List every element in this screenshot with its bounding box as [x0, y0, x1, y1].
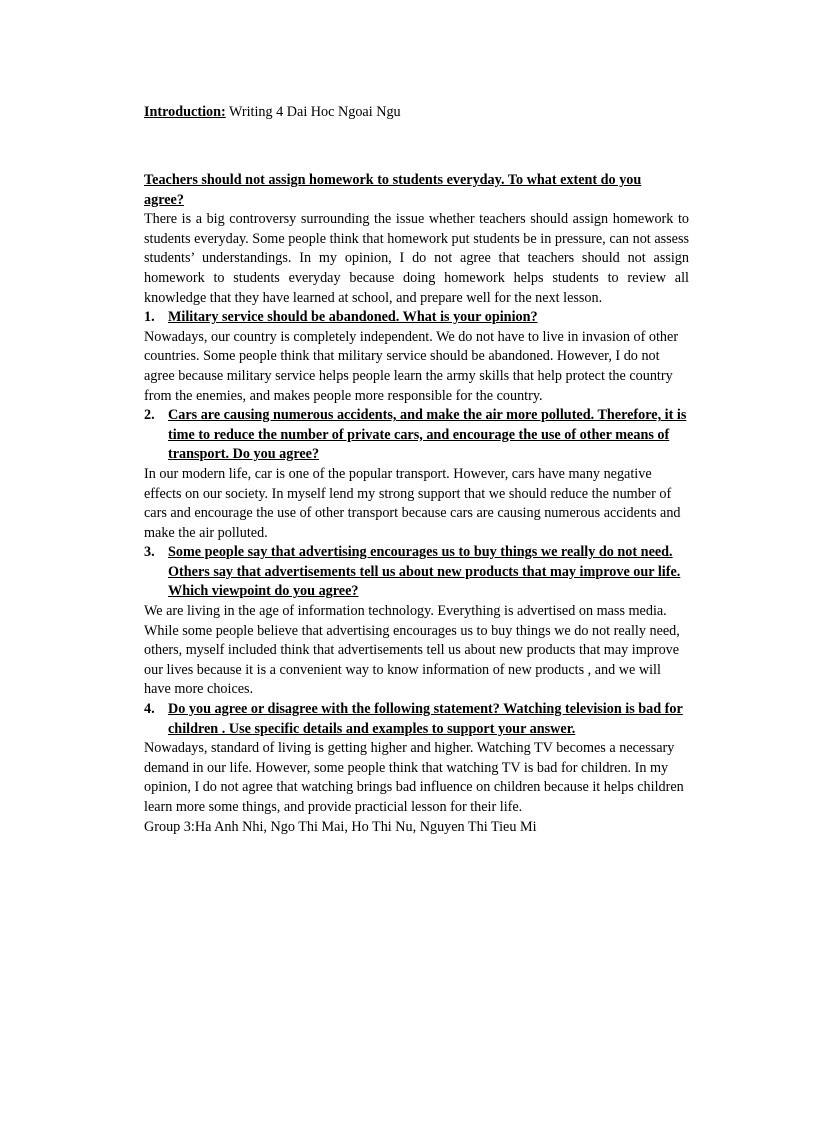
answer-3: We are living in the age of information technology. Everything is advertised on mass media. While some people believe that advertising encourages us to buy things we do not really need, others, myself included think that advertisements tell us about new products that may improve our lives because it is a convenient way to know information of new products , and we will have more choices. [144, 603, 680, 698]
answer-4: Nowadays, standard of living is getting higher and higher. Watching TV becomes a necessary demand in our life. However, some people think that watching TV is bad for children. In my opinion, I do not agree that watching brings bad influence on children because it helps children learn more some things, and provide practicial lesson for their life. [144, 740, 684, 815]
question-prompt: Cars are causing numerous accidents, and make the air more polluted. Therefore, it is time to reduce the number of private cars, and encourage the use of other means of transport. Do you agree? [168, 407, 687, 463]
question-number: 1. [144, 309, 155, 326]
group-members: Group 3:Ha Anh Nhi, Ngo Thi Mai, Ho Thi Nu, Nguyen Thi Tieu Mi [144, 818, 537, 835]
question-number: 4. [144, 701, 155, 718]
question-3 [144, 543, 704, 602]
intro-title: Writing 4 Dai Hoc Ngoai Ngu [225, 104, 401, 120]
intro-line [144, 103, 704, 123]
question-4 [144, 700, 704, 739]
answer-2: In our modern life, car is one of the popular transport. However, cars have many negative effects on our society. In myself lend my strong support that we should reduce the number of cars and encourage the use of other transport because cars are causing numerous accidents and make the air polluted. [144, 465, 681, 541]
question-number: 2. [144, 407, 155, 424]
question-prompt: Do you agree or disagree with the following statement? Watching television is bad for children . Use specific details and examples to support your answer. [168, 701, 683, 737]
question-1 [144, 308, 704, 328]
essay-heading: Teachers should not assign homework to students everyday. To what extent do you agree? [144, 172, 642, 208]
question-number: 3. [144, 544, 155, 561]
question-prompt: Military service should be abandoned. What is your opinion? [168, 309, 538, 326]
answer-1: Nowadays, our country is completely independent. We do not have to live in invasion of other countries. Some people think that military service should be abandoned. However, I do not agree because military service helps people learn the army skills that help protect the country from the enemies, and makes people more responsible for the country. [144, 328, 679, 404]
question-2 [144, 406, 704, 465]
question-prompt: Some people say that advertising encourages us to buy things we really do not need. Others say that advertisements tell us about new products that may improve our life. Which viewpoint do you agree? [168, 544, 681, 600]
document-content [144, 103, 704, 837]
intro-label: Introduction: [144, 104, 226, 120]
essay-body: There is a big controversy surrounding the issue whether teachers should assign homework to students everyday. Some people think that homework put students be in pressure, can not assess students’ understandings. In my opinion, I do not agree that teachers should not assign homework to students everyday because doing homework helps students to review all knowledge that they have learned at school, and prepare well for the next lesson. [144, 211, 689, 306]
